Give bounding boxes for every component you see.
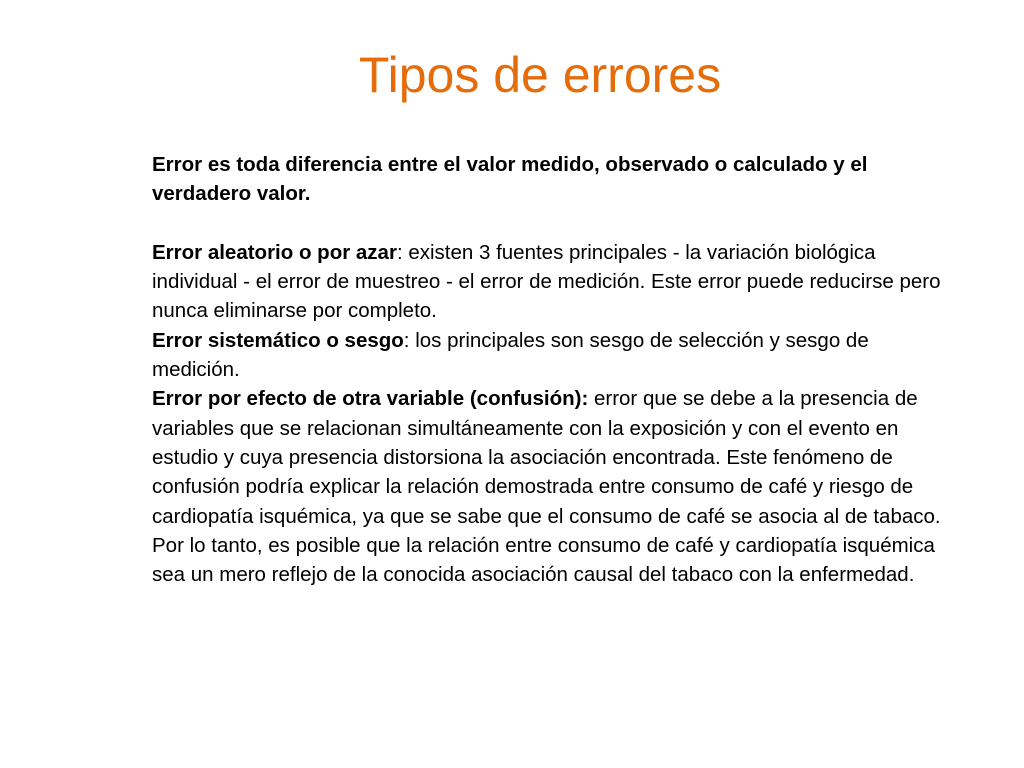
systematic-error-term: Error sistemático o sesgo <box>152 328 404 352</box>
paragraph-spacer <box>152 209 942 238</box>
confounding-error-text: error que se debe a la presencia de variables que se relacionan simultáneamente con la exposición y con el evento en estudio y cuya presencia distorsiona la asociación encontrada. Este fenómeno de confusión podría explicar la relación demostrada entre consumo de café y riesgo de cardiopatía isquémica, ya que se sabe que el consumo de café se asocia al de tabaco. Por lo tanto, es posible que la relación entre consumo de café y cardiopatía isquémica sea un mero reflejo de la conocida asociación causal del tabaco con la enfermedad. <box>152 387 941 587</box>
error-definition: Error es toda diferencia entre el valor medido, observado o calculado y el verdadero valor. <box>152 153 868 206</box>
systematic-error-paragraph <box>152 326 942 385</box>
confounding-error-term: Error por efecto de otra variable (confusión): <box>152 387 589 411</box>
random-error-term: Error aleatorio o por azar <box>152 240 397 264</box>
confounding-error-paragraph <box>152 384 942 589</box>
random-error-paragraph <box>152 238 942 326</box>
random-error-text: : existen 3 fuentes principales - la variación biológica individual - el error de muestreo - el error de medición. Este error puede reducirse pero nunca eliminarse por completo. <box>152 240 941 323</box>
slide-body <box>152 150 942 589</box>
systematic-error-text: : los principales son sesgo de selección y sesgo de medición. <box>152 328 869 382</box>
slide-title: Tipos de errores <box>358 47 722 103</box>
